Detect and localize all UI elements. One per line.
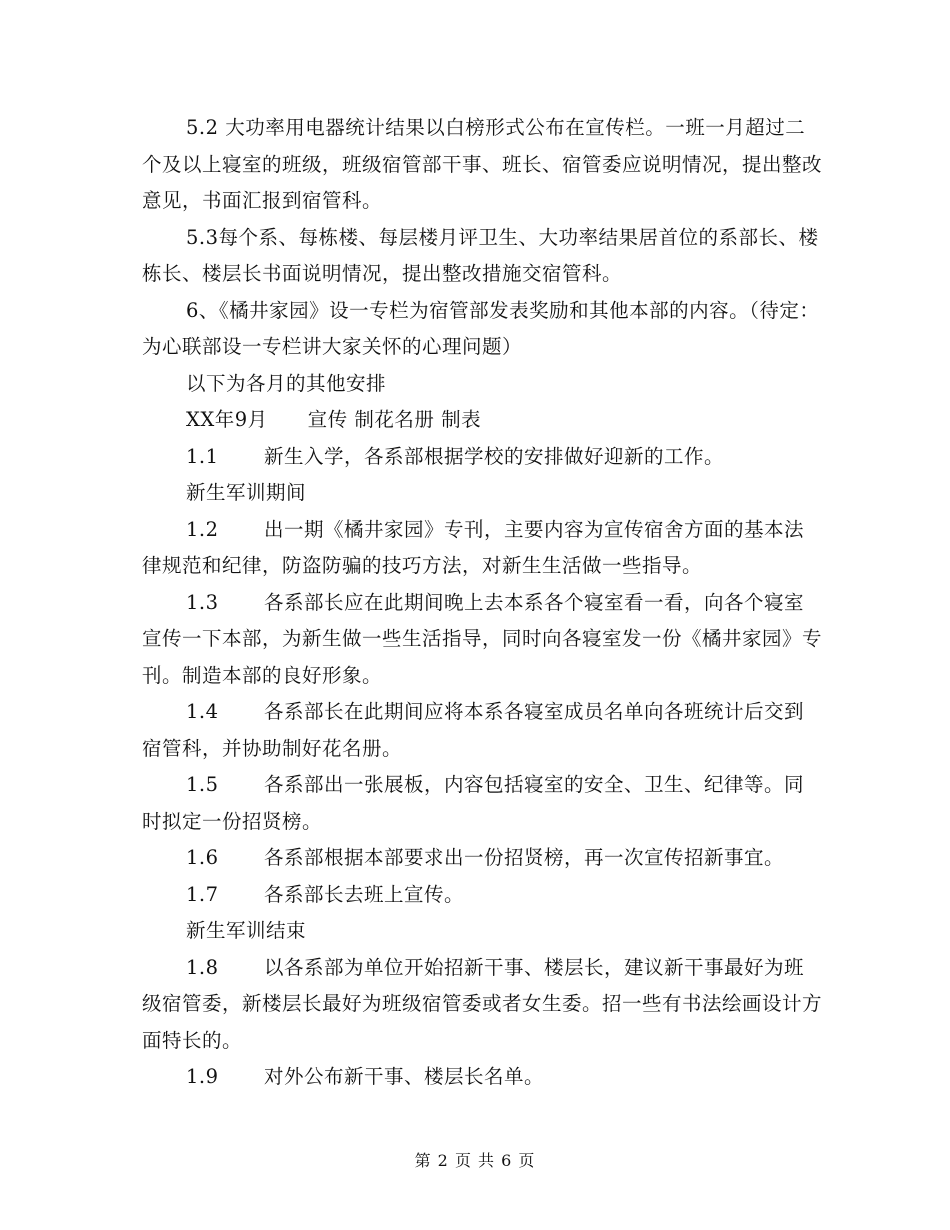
list-item-1-1 bbox=[142, 439, 822, 476]
item-number: 1.6 bbox=[186, 846, 219, 869]
paragraph-5-2: 5.2 大功率用电器统计结果以白榜形式公布在宣传栏。一班一月超过二个及以上寝室的班级，班级宿管部干事、班长、宿管委应说明情况，提出整改意见，书面汇报到宿管科。 bbox=[142, 116, 823, 212]
paragraph-6: 6、《橘井家园》设一专栏为宿管部发表奖励和其他本部的内容。（待定：为心联部设一专栏讲大家关怀的心理问题） bbox=[142, 298, 820, 358]
page-footer: 第 2 页 共 6 页 bbox=[414, 1151, 536, 1170]
list-item-1-2 bbox=[142, 512, 822, 585]
paragraph-month-heading: XX年9月 宣传 制花名册 制表 bbox=[186, 408, 482, 431]
item-number: 1.7 bbox=[186, 882, 219, 906]
list-item-1-8 bbox=[142, 950, 822, 1060]
list-item-1-6 bbox=[142, 840, 822, 877]
list-item-1-7 bbox=[142, 877, 822, 914]
item-number: 1.8 bbox=[186, 955, 219, 979]
section-label-training-end: 新生军训结束 bbox=[186, 919, 307, 942]
item-number: 1.1 bbox=[186, 444, 219, 468]
list-item-1-3 bbox=[142, 585, 822, 695]
list-item-1-5 bbox=[142, 767, 822, 840]
section-label-training: 新生军训期间 bbox=[186, 481, 307, 504]
item-number: 1.4 bbox=[186, 700, 219, 723]
item-text: 以各系部为单位开始招新干事、楼层长，建议新干事最好为班级宿管委，新楼层长最好为班级宿管委或者女生委。招一些有书法绘画设计方面特长的。 bbox=[142, 955, 823, 1052]
paragraph-intro: 以下为各月的其他安排 bbox=[186, 371, 387, 395]
item-text: 对外公布新干事、楼层长名单。 bbox=[264, 1065, 545, 1088]
document-body bbox=[142, 110, 822, 1096]
item-text: 各系部长在此期间应将本系各寝室成员名单向各班统计后交到宿管科，并协助制好花名册。 bbox=[142, 700, 805, 760]
item-number: 1.2 bbox=[186, 517, 219, 541]
item-text: 各系部出一张展板，内容包括寝室的安全、卫生、纪律等。同时拟定一份招贤榜。 bbox=[142, 773, 805, 833]
item-text: 新生入学，各系部根据学校的安排做好迎新的工作。 bbox=[264, 444, 725, 468]
list-item-1-4 bbox=[142, 694, 822, 767]
item-text: 各系部长应在此期间晚上去本系各个寝室看一看，向各个寝室宣传一下本部，为新生做一些生活指导，同时向各寝室发一份《橘井家园》专刊。制造本部的良好形象。 bbox=[142, 590, 823, 687]
item-number: 1.5 bbox=[186, 773, 219, 796]
item-text: 各系部长去班上宣传。 bbox=[264, 882, 465, 906]
item-text: 出一期《橘井家园》专刊，主要内容为宣传宿舍方面的基本法律规范和纪律，防盗防骗的技巧方法，对新生生活做一些指导。 bbox=[142, 517, 805, 577]
item-text: 各系部根据本部要求出一份招贤榜，再一次宣传招新事宜。 bbox=[264, 846, 785, 869]
paragraph-5-3: 5.3每个系、每栋楼、每层楼月评卫生、大功率结果居首位的系部长、楼栋长、楼层长书面说明情况，提出整改措施交宿管科。 bbox=[142, 225, 819, 285]
item-number: 1.3 bbox=[186, 590, 219, 614]
item-number: 1.9 bbox=[186, 1065, 219, 1088]
list-item-1-9 bbox=[142, 1059, 822, 1096]
